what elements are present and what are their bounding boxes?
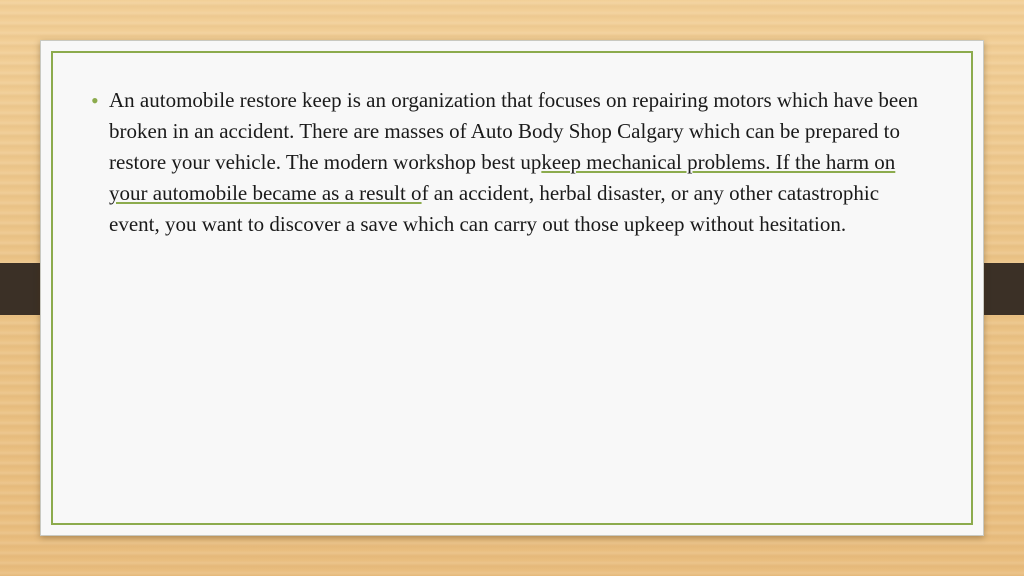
- paragraph-text-after: f an accident, herbal disaster, or any other catastrophic event, you want to discover a save which can carry out those upkeep without hesitation.: [109, 181, 880, 236]
- slide-content: [91, 85, 931, 240]
- bullet-paragraph: [109, 85, 931, 240]
- bullet-item: [91, 85, 931, 240]
- paragraph-text-before: An automobile restore keep is an organization that focuses on repairing motors which have been broken in an accident. There are masses of Auto Body Shop Calgary which can be prepared to restore your vehicle. The modern workshop best up: [109, 88, 919, 174]
- slide-card: [40, 40, 984, 536]
- paragraph-hyperlink[interactable]: keep mechanical problems. If the harm on your automobile became as a result o: [109, 150, 896, 205]
- bullet-dot-icon: •: [91, 88, 99, 113]
